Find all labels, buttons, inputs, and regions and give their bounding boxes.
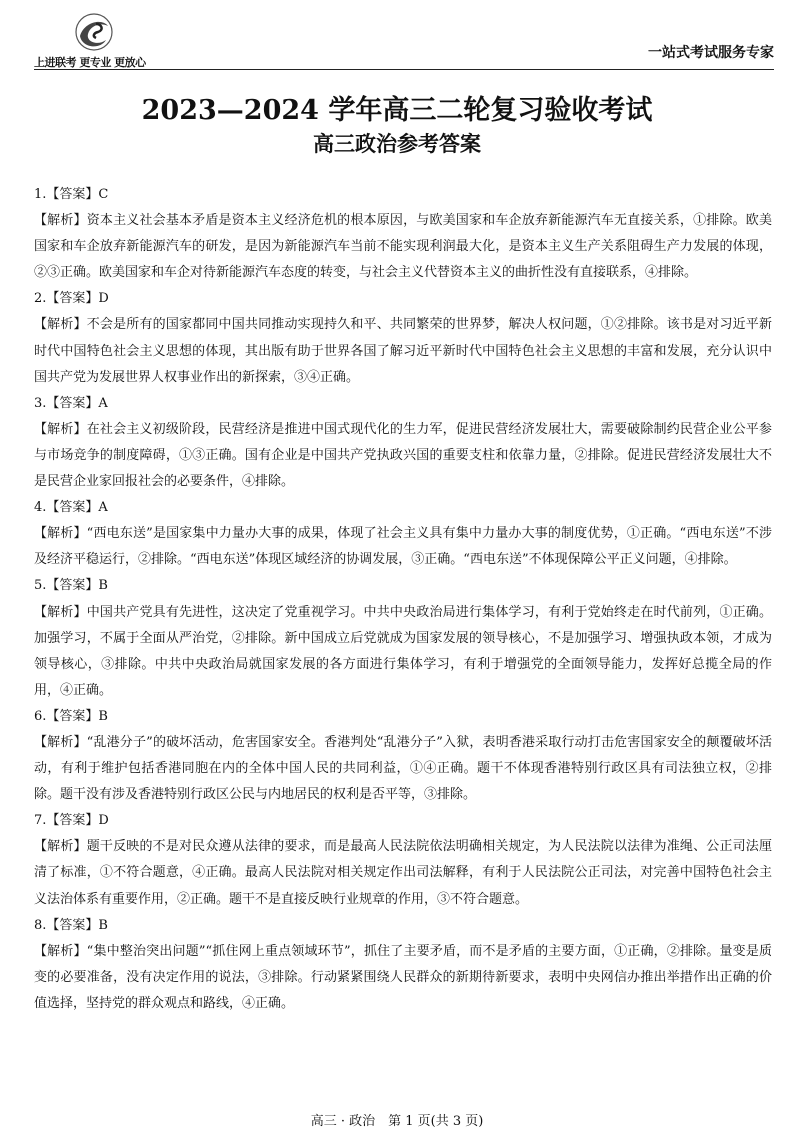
question-item bbox=[34, 391, 772, 495]
answer-line: 3.【答案】A bbox=[34, 395, 108, 411]
answer-line: 5.【答案】B bbox=[34, 578, 108, 594]
exam-title: 2023—2024 学年高三二轮复习验收考试 bbox=[141, 95, 653, 126]
logo bbox=[34, 12, 154, 70]
answer-line: 7.【答案】D bbox=[34, 813, 109, 829]
logo-slogan: 上进联考 更专业 更放心 bbox=[34, 56, 146, 69]
question-item bbox=[34, 913, 772, 1017]
question-item bbox=[34, 808, 772, 912]
header-tagline: 一站式考试服务专家 bbox=[648, 45, 774, 61]
question-item bbox=[34, 573, 772, 703]
analysis-text: 【解析】“乱港分子”的破坏活动，危害国家安全。香港判处“乱港分子”入狱，表明香港采取行动打击危害国家安全的颠覆破坏活动，有利于维护包括香港同胞在内的全体中国人民的共同利益，①④正确。题干不体现香港特别行政区具有司法独立权，②排除。题干没有涉及香港特别行政区公民与内地居民的权利是否平等，③排除。 bbox=[34, 734, 772, 803]
header-divider bbox=[34, 69, 774, 70]
answer-line: 1.【答案】C bbox=[34, 187, 109, 202]
analysis-text: 【解析】中国共产党具有先进性，这决定了党重视学习。中共中央政治局进行集体学习，有利于党始终走在时代前列，①正确。加强学习，不属于全面从严治党，②排除。新中国成立后党就成为国家发展的领导核心，不是加强学习、增强执政本领，才成为领导核心，③排除。中共中央政治局就国家发展的各方面进行集体学习，有利于增强党的全面领导能力，发挥好总揽全局的作用，④正确。 bbox=[34, 604, 772, 698]
question-item bbox=[34, 182, 772, 286]
answer-line: 6.【答案】B bbox=[34, 708, 108, 724]
analysis-text: 【解析】在社会主义初级阶段，民营经济是推进中国式现代化的生力军，促进民营经济发展壮大，需要破除制约民营企业公平参与市场竞争的制度障碍，①③正确。国有企业是中国共产党执政兴国的重要支柱和依靠力量，②排除。促进民营经济发展壮大不是民营企业家回报社会的必要条件，④排除。 bbox=[34, 421, 772, 490]
analysis-text: 【解析】不会是所有的国家都同中国共同推动实现持久和平、共同繁荣的世界梦，解决人权问题，①②排除。该书是对习近平新时代中国特色社会主义思想的体现，其出版有助于世界各国了解习近平新时代中国特色社会主义思想的丰富和发展，充分认识中国共产党为发展世界人权事业作出的新探索，③④正确。 bbox=[34, 317, 772, 385]
answer-line: 2.【答案】D bbox=[34, 291, 109, 307]
question-item bbox=[34, 704, 772, 808]
page-footer: 高三 · 政治 第 1 页(共 3 页) bbox=[310, 1114, 484, 1129]
answer-line: 4.【答案】A bbox=[34, 500, 108, 516]
analysis-text: 【解析】“集中整治突出问题”“抓住网上重点领域环节”，抓住了主要矛盾，而不是矛盾的主要方面，①正确，②排除。量变是质变的必要准备，没有决定作用的说法，③排除。行动紧紧围绕人民群众的新期待新要求，表明中央网信办推出举措作出正确的价值选择，坚持党的群众观点和路线，④正确。 bbox=[34, 943, 772, 1011]
question-item bbox=[34, 495, 772, 573]
answer-line: 8.【答案】B bbox=[34, 917, 108, 933]
answer-list bbox=[34, 182, 772, 1017]
answer-key-title: 高三政治参考答案 bbox=[313, 132, 481, 156]
question-item bbox=[34, 286, 772, 390]
logo-swirl-icon bbox=[72, 12, 116, 52]
analysis-text: 【解析】资本主义社会基本矛盾是资本主义经济危机的根本原因，与欧美国家和车企放弃新能源汽车无直接关系，①排除。欧美国家和车企放弃新能源汽车的研发，是因为新能源汽车当前不能实现利润最大化，是资本主义生产关系阻碍生产力发展的体现，②③正确。欧美国家和车企对待新能源汽车态度的转变，与社会主义代替资本主义的曲折性没有直接联系，④排除。 bbox=[34, 213, 772, 281]
analysis-text: 【解析】“西电东送”是国家集中力量办大事的成果，体现了社会主义具有集中力量办大事的制度优势，①正确。“西电东送”不涉及经济平稳运行，②排除。“西电东送”体现区域经济的协调发展，③正确。“西电东送”不体现保障公平正义问题，④排除。 bbox=[34, 526, 772, 568]
page-header bbox=[0, 0, 794, 75]
analysis-text: 【解析】题干反映的不是对民众遵从法律的要求，而是最高人民法院依法明确相关规定，为人民法院以法律为准绳、公正司法厘清了标准，①不符合题意，④正确。最高人民法院对相关规定作出司法解释，有利于人民法院公正司法，对完善中国特色社会主义法治体系有重要作用，②正确。题干不是直接反映行业规章的作用，③不符合题意。 bbox=[34, 839, 772, 907]
